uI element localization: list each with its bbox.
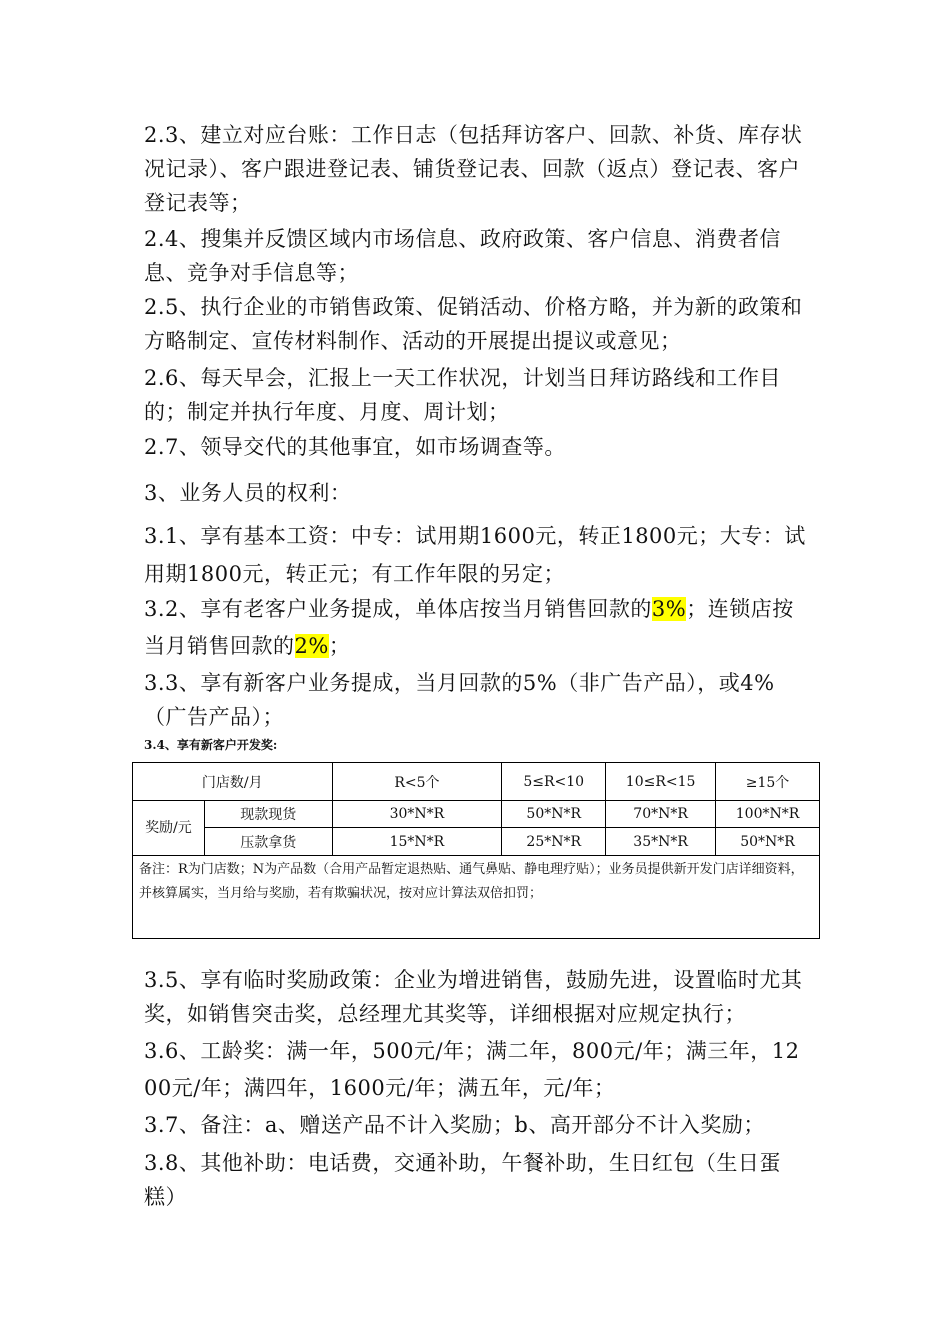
table-row — [133, 801, 820, 828]
paragraph-3-2 — [144, 591, 812, 665]
table-header-row — [133, 763, 820, 801]
table-cell: 35*N*R — [606, 828, 716, 856]
paragraph-2-6: 2.6、每天早会，汇报上一天工作状况，计划当日拜访路线和工作目的；制定并执行年度、月度、周计划； — [144, 366, 781, 424]
table-cell: 50*N*R — [716, 828, 820, 856]
highlight-3-percent: 3% — [651, 597, 687, 621]
header-col-3: 10≤R<15 — [606, 763, 716, 801]
paragraph-3-6: 3.6、工龄奖：满一年，500元/年；满二年，800元/年；满三年，1200元/年；满四年，1600元/年；满五年，元/年； — [144, 1039, 800, 1100]
paragraph-2-7: 2.7、领导交代的其他事宜，如市场调查等。 — [144, 435, 566, 459]
header-col-1: R<5个 — [332, 763, 502, 801]
reward-table — [132, 762, 820, 939]
highlight-2-percent: 2% — [294, 634, 329, 658]
paragraph-2-3: 2.3、建立对应台账：工作日志（包括拜访客户、回款、补货、库存状况记录）、客户跟进登记表、铺货登记表、回款（返点）登记表、客户登记表等； — [144, 123, 803, 215]
table-heading: 3.4、享有新客户开发奖: — [144, 738, 278, 752]
paragraph-2-4: 2.4、搜集并反馈区域内市场信息、政府政策、客户信息、消费者信息、竞争对手信息等； — [144, 227, 781, 285]
header-col-2: 5≤R<10 — [502, 763, 606, 801]
table-cell: 100*N*R — [716, 801, 820, 828]
table-cell: 25*N*R — [502, 828, 606, 856]
table-cell: 50*N*R — [502, 801, 606, 828]
row-group-label: 奖励/元 — [133, 801, 205, 856]
header-col-4: ≥15个 — [716, 763, 820, 801]
paragraph-2-5: 2.5、执行企业的市销售政策、促销活动、价格方略，并为新的政策和方略制定、宣传材料制作、活动的开展提出提议或意见； — [144, 295, 803, 353]
p32-part3: ； — [328, 634, 351, 658]
table-note: 备注：R为门店数；N为产品数（合用产品暂定退热贴、通气鼻贴、静电理疗贴）；业务员提供新开发门店详细资料，并核算属实，当月给与奖励，若有欺骗状况，按对应计算法双倍扣罚； — [133, 856, 820, 939]
row-label-consign: 压款拿货 — [204, 828, 332, 856]
header-label-cell: 门店数/月 — [133, 763, 333, 801]
table-row — [133, 828, 820, 856]
row-label-cash: 现款现货 — [204, 801, 332, 828]
table-note-row — [133, 856, 820, 939]
p32-part2: ；连锁店按当月销售回款的 — [144, 597, 794, 658]
table-cell: 70*N*R — [606, 801, 716, 828]
paragraph-3-8: 3.8、其他补助：电话费，交通补助，午餐补助，生日红包（生日蛋糕） — [144, 1151, 781, 1209]
paragraph-3-7: 3.7、备注：a、赠送产品不计入奖励；b、高开部分不计入奖励； — [144, 1113, 765, 1137]
paragraph-3-5: 3.5、享有临时奖励政策：企业为增进销售，鼓励先进，设置临时尤其奖，如销售突击奖，总经理尤其奖等，详细根据对应规定执行； — [144, 968, 803, 1026]
table-cell: 15*N*R — [332, 828, 502, 856]
paragraph-3-3: 3.3、享有新客户业务提成，当月回款的5%（非广告产品），或4%（广告产品）； — [144, 671, 775, 729]
table-cell: 30*N*R — [332, 801, 502, 828]
p32-part1: 3.2、享有老客户业务提成，单体店按当月销售回款的 — [144, 597, 652, 621]
paragraph-3-1: 3.1、享有基本工资：中专：试用期1600元，转正1800元；大专：试用期1800元，转正元；有工作年限的另定； — [144, 524, 806, 586]
section-3-heading: 3、业务人员的权利： — [144, 481, 352, 505]
